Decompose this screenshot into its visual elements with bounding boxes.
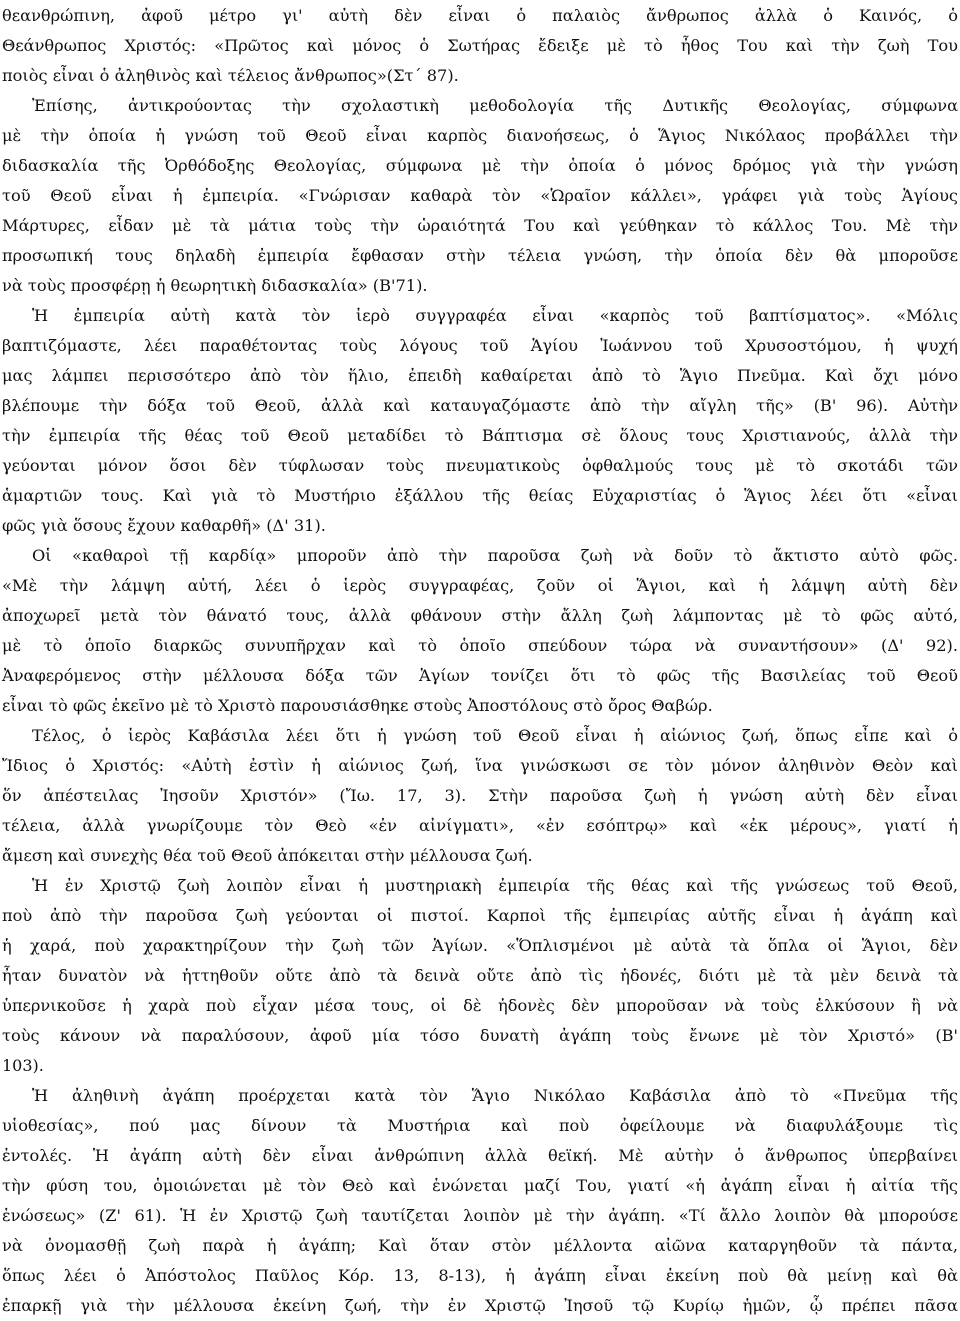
text-line: ποιὸς εἶναι ὁ ἀληθινὸς καὶ τέλειος ἄνθρωπος»(Στ΄ 87). [2, 66, 459, 85]
text-line: Ἀναφερόμενος στὴν μέλλουσα δόξα τῶν Ἁγίων τονίζει ὅτι τὸ φῶς τῆς Βασιλείας τοῦ Θεοῦ [2, 666, 958, 685]
text-line: ἑνώσεως» (Ζ' 61). Ἡ ἐν Χριστῷ ζωὴ ταυτίζεται λοιπὸν μὲ τὴν ἀγάπη. «Τί ἄλλο λοιπὸν θὰ μπορούσε [2, 1206, 958, 1225]
text-line: Οἱ «καθαροὶ τῇ καρδίᾳ» μποροῦν ἀπὸ τὴν παροῦσα ζωὴ νὰ δοῦν τὸ ἄκτιστο αὐτὸ φῶς. [32, 546, 958, 565]
text-line: ἐντολές. Ἡ ἀγάπη αὐτὴ δὲν εἶναι ἀνθρώπινη ἀλλὰ θεϊκή. Μὲ αὐτὴν ὁ ἄνθρωπος ὑπερβαίνει [2, 1146, 958, 1165]
text-line: τοὺς κάνουν νὰ παραλύσουν, ἀφοῦ μία τόσο δυνατὴ ἀγάπη τοὺς ἔνωνε μὲ τὸν Χριστό» (Β' [2, 1026, 958, 1045]
text-line: ἦταν δυνατὸν νὰ ἡττηθοῦν οὔτε ἀπὸ τὰ δεινὰ οὔτε ἀπὸ τὶς ἡδονές, διότι μὲ τὰ μὲν δεινὰ τὰ [2, 966, 958, 985]
text-line: Μάρτυρες, εἶδαν μὲ τὰ μάτια τοὺς τὴν ὡραιότητά Του καὶ γεύθηκαν τὸ κάλλος Του. Μὲ τὴν [2, 216, 958, 235]
text-line: ἀποχωρεῖ μετὰ τὸν θάνατό τους, ἀλλὰ φθάνουν στὴν ἄλλη ζωὴ λάμποντας μὲ τὸ φῶς αὐτό, [2, 606, 958, 625]
text-line: υἱοθεσίας», πού μας δίνουν τὰ Μυστήρια καὶ ποὺ ὀφείλουμε νὰ διαφυλάξουμε τὶς [2, 1116, 958, 1135]
text-line: νὰ ὀνομασθῇ ζωὴ παρὰ ἡ ἀγάπη; Καὶ ὅταν στὸν μέλλοντα αἰῶνα καταργηθοῦν τὰ πάντα, [2, 1236, 958, 1255]
text-line: τὴν ἐμπειρία τῆς θέας τοῦ Θεοῦ μεταδίδει τὸ Βάπτισμα σὲ ὅλους τους Χριστιανούς, ἀλλὰ τὴν [2, 426, 958, 445]
text-line: ἄμεση καὶ συνεχὴς θέα τοῦ Θεοῦ ἀπόκειται στὴν μέλλουσα ζωή. [2, 846, 533, 865]
text-line: γεύονται μόνον ὅσοι δὲν τύφλωσαν τοὺς πνευματικοὺς ὀφθαλμούς τους μὲ τὸ σκοτάδι τῶν [2, 456, 958, 475]
text-line: Τέλος, ὁ ἱερὸς Καβάσιλα λέει ὅτι ἡ γνώση τοῦ Θεοῦ εἶναι ἡ αἰώνιος ζωή, ὅπως εἶπε καὶ ὁ [32, 726, 958, 745]
text-line: μὲ τὴν ὁποία ἡ γνώση τοῦ Θεοῦ εἶναι καρπὸς διανοήσεως, ὁ Ἅγιος Νικόλαος προβάλλει τὴν [2, 126, 958, 145]
text-line: τέλεια, ἀλλὰ γνωρίζουμε τὸν Θεὸ «ἐν αἰνίγματι», «ἐν εσόπτρῳ» καὶ «ἐκ μέρους», γιατί ἡ [2, 816, 958, 835]
text-line: Ἐπίσης, ἀντικρούοντας τὴν σχολαστικὴ μεθοδολογία τῆς Δυτικῆς Θεολογίας, σύμφωνα [32, 96, 958, 115]
text-line: μας λάμπει περισσότερο ἀπὸ τὸν ἥλιο, ἐπειδὴ καθαίρεται ἀπὸ τὸ Ἅγιο Πνεῦμα. Καὶ ὄχι μόνο [2, 366, 958, 385]
text-line: Θεάνθρωπος Χριστός: «Πρῶτος καὶ μόνος ὁ Σωτήρας ἔδειξε μὲ τὸ ἦθος Του καὶ τὴν ζωὴ Του [2, 36, 958, 55]
text-line: 103). [2, 1056, 44, 1075]
text-line: Ἡ ἐμπειρία αὐτὴ κατὰ τὸν ἱερὸ συγγραφέα εἶναι «καρπὸς τοῦ βαπτίσματος». «Μόλις [32, 306, 958, 325]
text-line: βλέπουμε τὴν δόξα τοῦ Θεοῦ, ἀλλὰ καὶ καταυγαζόμαστε ἀπὸ τὴν αἴγλη τῆς» (Β' 96). Αὐτὴν [2, 396, 958, 415]
text-line: διδασκαλία τῆς Ὀρθόδοξης Θεολογίας, σύμφωνα μὲ τὴν ὁποία ὁ μόνος δρόμος γιὰ τὴν γνώση [2, 156, 958, 175]
text-line: τὴν φύση του, ὁμοιώνεται μὲ τὸν Θεὸ καὶ ἑνώνεται μαζί Του, γιατί «ἡ ἀγάπη εἶναι ἡ αἰτία τῆς [2, 1176, 958, 1195]
text-line: θεανθρώπινη, ἀφοῦ μέτρο γι' αὐτὴ δὲν εἶναι ὁ παλαιὸς ἄνθρωπος ἀλλὰ ὁ Καινός, ὁ [2, 6, 958, 25]
text-line: ὅν ἀπέστειλας Ἰησοῦν Χριστόν» (Ἴω. 17, 3). Στὴν παροῦσα ζωὴ ἡ γνώση αὐτὴ δὲν εἶναι [2, 786, 958, 805]
text-line: ἐπαρκῇ γιὰ τὴν μέλλουσα ἐκείνη ζωή, τὴν ἐν Χριστῷ Ἰησοῦ τῷ Κυρίῳ ἡμῶν, ᾧ πρέπει πᾶσα [2, 1296, 958, 1315]
text-line: ἁμαρτιῶν τους. Καὶ γιὰ τὸ Μυστήριο ἐξάλλου τῆς θείας Εὐχαριστίας ὁ Ἅγιος λέει ὅτι «εἶναι [2, 486, 958, 505]
text-line: εἶναι τὸ φῶς ἐκεῖνο μὲ τὸ Χριστὸ παρουσιάσθηκε στοὺς Ἀποστόλους στὸ ὄρος Θαβώρ. [2, 696, 713, 715]
text-line: «Μὲ τὴν λάμψη αὐτή, λέει ὁ ἱερὸς συγγραφέας, ζοῦν οἱ Ἅγιοι, καὶ ἡ λάμψη αὐτὴ δὲν [2, 576, 958, 595]
text-line: βαπτιζόμαστε, λέει παραθέτοντας τοὺς λόγους τοῦ Ἁγίου Ἰωάννου τοῦ Χρυσοστόμου, ἡ ψυχή [2, 336, 958, 355]
text-line: ὑπερνικοῦσε ἡ χαρὰ ποὺ εἶχαν μέσα τους, οἱ δὲ ἡδονὲς δὲν μποροῦσαν νὰ τοὺς ἑλκύσουν ἢ νὰ [2, 996, 958, 1015]
text-line: ποὺ ἀπὸ τὴν παροῦσα ζωὴ γεύονται οἱ πιστοί. Καρποὶ τῆς ἐμπειρίας αὐτῆς εἶναι ἡ ἀγάπη καὶ [2, 906, 958, 925]
text-line: Ἴδιος ὁ Χριστός: «Αὐτὴ ἐστὶν ἡ αἰώνιος ζωή, ἵνα γινώσκωσι σε τὸν μόνον ἀληθινὸν Θεὸν καὶ [2, 756, 958, 775]
text-line: φῶς γιὰ ὅσους ἔχουν καθαρθῆ» (Δ' 31). [2, 516, 326, 535]
text-line: Ἡ ἀληθινὴ ἀγάπη προέρχεται κατὰ τὸν Ἅγιο Νικόλαο Καβάσιλα ἀπὸ τὸ «Πνεῦμα τῆς [32, 1086, 958, 1105]
text-line: ἡ χαρά, ποὺ χαρακτηρίζουν τὴν ζωὴ τῶν Ἁγίων. «Ὅπλισμένοι μὲ αὐτὰ τὰ ὅπλα οἱ Ἅγιοι, δὲν [2, 936, 958, 955]
text-line: προσωπική τους δηλαδὴ ἐμπειρία ἔφθασαν στὴν τέλεια γνώση, τὴν ὁποία δὲν θὰ μποροῦσε [2, 246, 958, 265]
text-line: Ἡ ἐν Χριστῷ ζωὴ λοιπὸν εἶναι ἡ μυστηριακὴ ἐμπειρία τῆς θέας καὶ τῆς γνώσεως τοῦ Θεοῦ, [32, 876, 958, 895]
text-line: ὅπως λέει ὁ Ἀπόστολος Παῦλος Κόρ. 13, 8-13), ἡ ἀγάπη εἶναι ἐκείνη ποὺ θὰ μείνῃ καὶ θὰ [2, 1266, 958, 1285]
text-line: νὰ τοὺς προσφέρῃ ἡ θεωρητικὴ διδασκαλία» (Β'71). [2, 276, 428, 295]
text-line: μὲ τὸ ὁποῖο διαρκῶς συνυπῆρχαν καὶ τὸ ὁποῖο σπεύδουν τώρα νὰ συναντήσουν» (Δ' 92). [2, 636, 958, 655]
text-line: τοῦ Θεοῦ εἶναι ἡ ἐμπειρία. «Γνώρισαν καθαρὰ τὸν «Ὡραῖον κάλλει», γράφει γιὰ τοὺς Ἁγίους [2, 186, 958, 205]
